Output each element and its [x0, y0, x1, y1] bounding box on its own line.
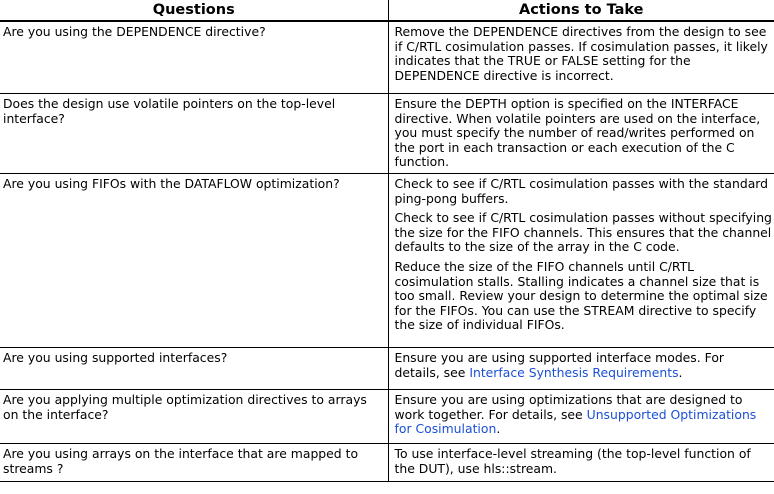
action-text: Check to see if C/RTL cosimulation passes without specifying the size for the FIFO channels. This ensures that the channel defaults to the size of the array in the C code.: [394, 210, 772, 255]
actions-header: Actions to Take: [388, 0, 774, 21]
question-text: Does the design use volatile pointers on the top-level interface?: [3, 96, 336, 126]
action-cell: [388, 21, 774, 94]
table-row: [0, 21, 774, 94]
question-cell: [0, 444, 388, 482]
action-text: Remove the DEPENDENCE directives from the design to see if C/RTL cosimulation passes. If cosimulation passes, it likely indicates that the TRUE or FALSE setting for the DEPENDENCE directive is incorrect.: [394, 24, 768, 83]
table-row: [0, 94, 774, 174]
action-cell: [388, 444, 774, 482]
action-text: Reduce the size of the FIFO channels until C/RTL cosimulation stalls. Stalling indicates a channel size that is too small. Review your design to determine the optimal size for the FIFOs. You can use the STREAM directive to specify the size of individual FIFOs.: [394, 258, 768, 333]
table-row: [0, 174, 774, 348]
action-text-end: .: [678, 364, 683, 380]
action-cell: [388, 390, 774, 444]
action-cell: [388, 174, 774, 348]
action-text: Check to see if C/RTL cosimulation passes with the standard ping-pong buffers.: [394, 176, 769, 206]
interface-synthesis-requirements-link[interactable]: Interface Synthesis Requirements: [469, 364, 679, 380]
question-text: Are you using FIFOs with the DATAFLOW optimization?: [3, 176, 340, 191]
question-text: Are you using supported interfaces?: [3, 350, 228, 365]
action-text: To use interface-level streaming (the top-level function of the DUT), use hls::stream.: [394, 446, 751, 476]
action-text: Ensure the DEPTH option is specified on the INTERFACE directive. When volatile pointers are used on the interface, you must specify the number of read/writes performed on the port in each transaction or each execution of the C function.: [394, 96, 761, 170]
action-text-end: .: [496, 421, 501, 437]
question-cell: [0, 21, 388, 94]
action-text: Ensure you are using optimizations that are designed to work together. For details, see: [394, 392, 743, 422]
question-text: Are you using the DEPENDENCE directive?: [3, 24, 266, 39]
action-cell: [388, 348, 774, 390]
question-text: Are you using arrays on the interface that are mapped to streams ?: [3, 446, 359, 476]
action-text: Ensure you are using supported interface modes. For details, see: [394, 350, 724, 380]
header-row: [0, 0, 774, 21]
table-row: [0, 348, 774, 390]
unsupported-optimizations-link[interactable]: Unsupported Optimizations for Cosimulation: [394, 406, 757, 437]
question-text: Are you applying multiple optimization directives to arrays on the interface?: [3, 392, 367, 422]
questions-header: Questions: [0, 0, 388, 21]
table-row: [0, 444, 774, 482]
question-cell: [0, 94, 388, 174]
table-row: [0, 390, 774, 444]
question-cell: [0, 174, 388, 348]
question-cell: [0, 390, 388, 444]
question-cell: [0, 348, 388, 390]
action-cell: [388, 94, 774, 174]
